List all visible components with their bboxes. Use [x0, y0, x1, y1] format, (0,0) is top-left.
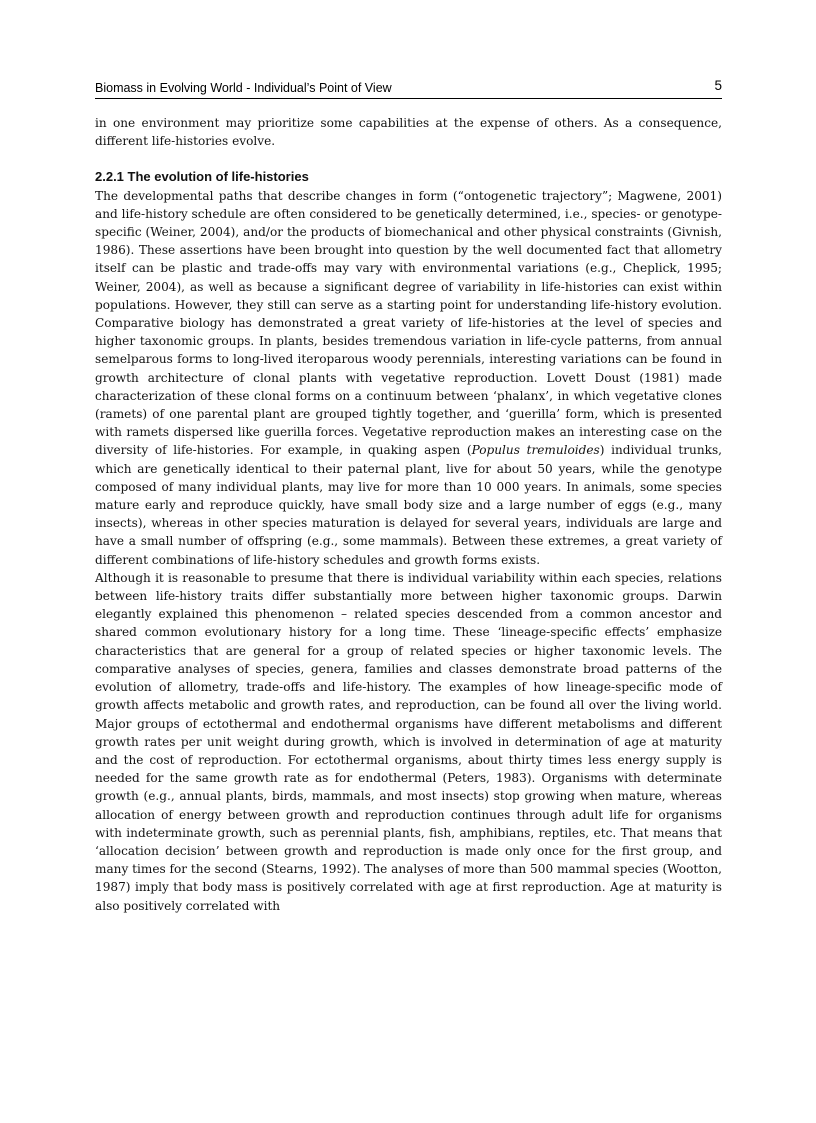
body-text — [95, 114, 722, 915]
running-header — [95, 78, 722, 99]
page-number: 5 — [714, 78, 722, 93]
paragraph-evolution-part-1: The developmental paths that describe changes in form (“ontogenetic trajectory”; Magwene, 2001) and life-history schedule are often considered to be genetically determined, i.e., species- or genotype-specific (Weiner, 2004), and/or the products of biomechanical and other physical constraints (Givnish, 1986). These assertions have been brought into question by the well documented fact that allometry itself can be plastic and trade-offs may vary with environmental variations (e.g., Cheplick, 1995; Weiner, 2004), as well as because a significant degree of variability in life-histories can exist within populations. However, they still can serve as a starting point for understanding life-history evolution. Comparative biology has demonstrated a great variety of life-histories at the level of species and higher taxonomic groups. In plants, besides tremendous variation in life-cycle patterns, from annual semelparous forms to long-lived iteroparous woody perennials, interesting variations can be found in growth architecture of clonal plants with vegetative reproduction. Lovett Doust (1981) made characterization of these clonal forms on a continuum between ‘phalanx’, in which vegetative clones (ramets) of one parental plant are grouped tightly together, and ‘guerilla’ form, which is presented with ramets dispersed like guerilla forces. Vegetative reproduction makes an interesting case on the diversity of life-histories. For example, in quaking aspen ( — [95, 188, 722, 458]
paragraph-lineage: Although it is reasonable to presume that there is individual variability within each species, relations between life-history traits differ substantially more between higher taxonomic groups. Darwin elegantly explained this phenomenon – related species descended from a common ancestor and shared common evolutionary history for a long time. These ‘lineage-specific effects’ emphasize characteristics that are general for a group of related species or higher taxonomic levels. The comparative analyses of species, genera, families and classes demonstrate broad patterns of the evolution of allometry, trade-offs and life-history. The examples of how lineage-specific mode of growth affects metabolic and growth rates, and reproduction, can be found all over the living world. Major groups of ectothermal and endothermal organisms have different metabolisms and different growth rates per unit weight during growth, which is involved in determination of age at maturity and the cost of reproduction. For ectothermal organisms, about thirty times less energy supply is needed for the same growth rate as for endothermal (Peters, 1983). Organisms with determinate growth (e.g., annual plants, birds, mammals, and most insects) stop growing when mature, whereas allocation of energy between growth and reproduction continues through adult life for organisms with indeterminate growth, such as perennial plants, fish, amphibians, reptiles, etc. That means that ‘allocation decision’ between growth and reproduction is made only once for the first group, and many times for the second (Stearns, 1992). The analyses of more than 500 mammal species (Wootton, 1987) imply that body mass is positively correlated with age at first reproduction. Age at maturity is also positively correlated with — [95, 570, 722, 913]
paragraph-evolution — [95, 187, 722, 569]
intro-paragraph: in one environment may prioritize some capabilities at the expense of others. As a consequence, different life-histories evolve. — [95, 116, 722, 149]
species-name: Populus tremuloides — [471, 443, 600, 458]
paragraph-evolution-part-2: ) individual trunks, which are genetically identical to their paternal plant, live for about 50 years, while the genotype composed of many individual plants, may live for more than 10 000 years. In animals, some species mature early and reproduce quickly, have small body size and a large number of eggs (e.g., many insects), whereas in other species maturation is delayed for several years, individuals are large and have a small number of offspring (e.g., some mammals). Between these extremes, a great variety of different combinations of life-history schedules and growth forms exists. — [95, 443, 722, 567]
header-title: Biomass in Evolving World - Individual’s Point of View — [95, 81, 392, 95]
section-heading: 2.2.1 The evolution of life-histories — [95, 169, 309, 185]
